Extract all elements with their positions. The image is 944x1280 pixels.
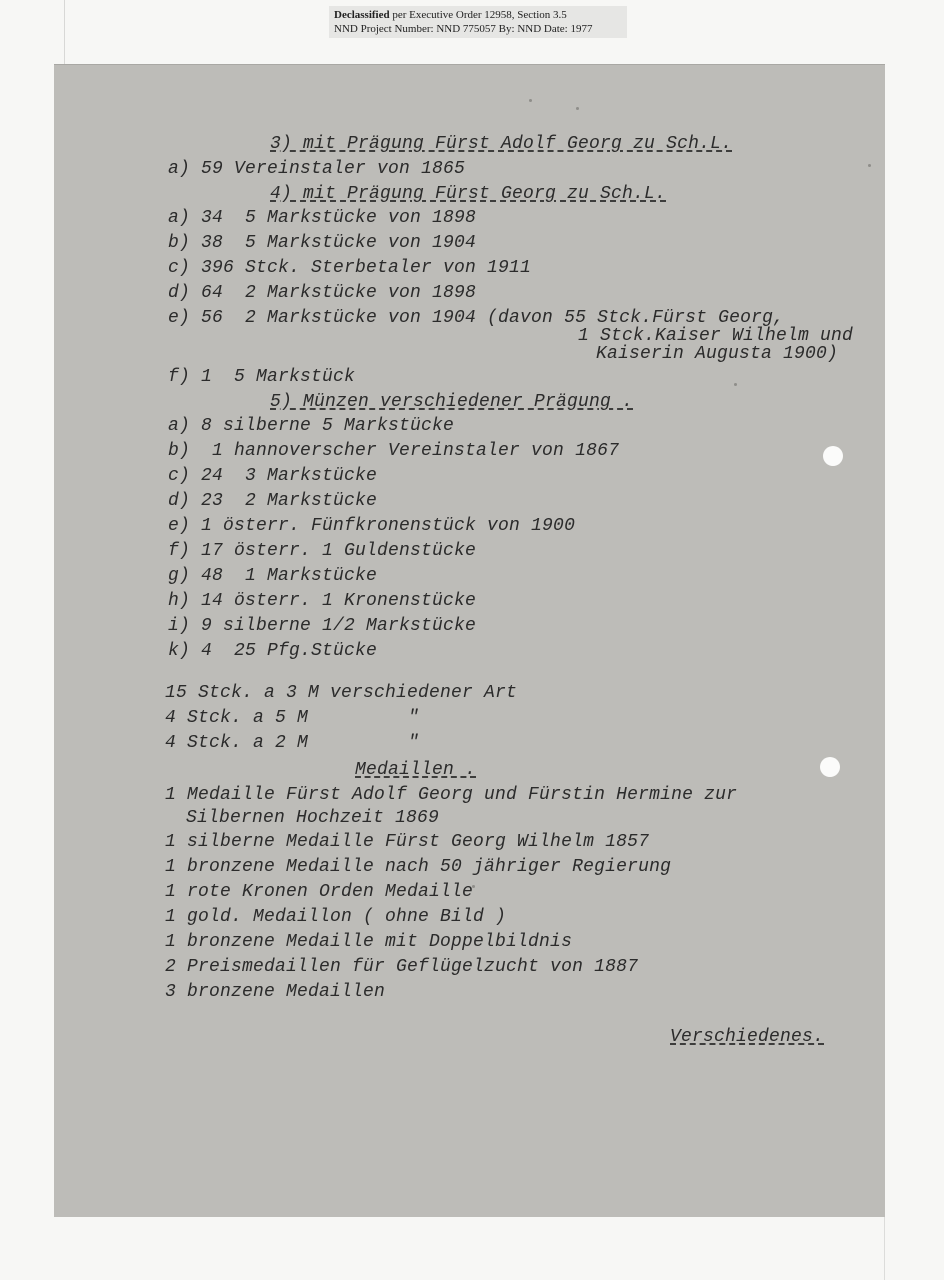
summary-line-3: 4 Stck. a 2 M — [165, 733, 309, 753]
punch-hole-upper — [823, 446, 843, 466]
paper-speck — [734, 383, 737, 386]
page-edge-line — [64, 0, 65, 64]
medal-line-3: 1 bronzene Medaille nach 50 jähriger Regierung — [165, 857, 672, 877]
line-4a: a) 34 5 Markstücke von 1898 — [168, 208, 477, 228]
line-5b: b) 1 hannoverscher Vereinstaler von 1867 — [168, 441, 620, 461]
line-4e: e) 56 2 Markstücke von 1904 (davon 55 Stck.Fürst Georg, — [168, 308, 785, 328]
line-5c: c) 24 3 Markstücke — [168, 466, 378, 486]
stamp-bold: Declassified — [334, 9, 390, 21]
line-5e: e) 1 österr. Fünfkronenstück von 1900 — [168, 516, 576, 536]
declassification-stamp — [329, 6, 627, 38]
heading-verschiedenes: Verschiedenes. — [670, 1027, 825, 1047]
medal-line-6: 1 bronzene Medaille mit Doppelbildnis — [165, 932, 573, 952]
stamp-line-2: NND Project Number: NND 775057 By: NND Date: 1977 — [334, 23, 593, 35]
line-4d: d) 64 2 Markstücke von 1898 — [168, 283, 477, 303]
line-5i: i) 9 silberne 1/2 Markstücke — [168, 616, 477, 636]
medal-line-4: 1 rote Kronen Orden Medaille — [165, 882, 474, 902]
heading-section-3: 3) mit Prägung Fürst Adolf Georg zu Sch.L. — [270, 134, 733, 154]
medal-line-2: 1 silberne Medaille Fürst Georg Wilhelm 1857 — [165, 832, 650, 852]
medal-line-5: 1 gold. Medaillon ( ohne Bild ) — [165, 907, 507, 927]
paper-speck — [576, 107, 579, 110]
line-5k: k) 4 25 Pfg.Stücke — [168, 641, 378, 661]
ditto-mark: " — [408, 708, 420, 728]
medal-line-1: 1 Medaille Fürst Adolf Georg und Fürstin Hermine zur — [165, 785, 738, 805]
summary-line-1: 15 Stck. a 3 M verschiedener Art — [165, 683, 518, 703]
medal-line-8: 3 bronzene Medaillen — [165, 982, 386, 1002]
line-4c: c) 396 Stck. Sterbetaler von 1911 — [168, 258, 532, 278]
line-4e-cont-1: 1 Stck.Kaiser Wilhelm und — [578, 326, 854, 346]
stamp-line-1 — [334, 8, 622, 22]
line-3a: a) 59 Vereinstaler von 1865 — [168, 159, 466, 179]
summary-line-2: 4 Stck. a 5 M — [165, 708, 309, 728]
ditto-mark: " — [408, 733, 420, 753]
line-5h: h) 14 österr. 1 Kronenstücke — [168, 591, 477, 611]
line-5a: a) 8 silberne 5 Markstücke — [168, 416, 455, 436]
medal-line-7: 2 Preismedaillen für Geflügelzucht von 1887 — [165, 957, 639, 977]
punch-hole-lower — [820, 757, 840, 777]
stamp-line-1-rest: per Executive Order 12958, Section 3.5 — [389, 9, 567, 21]
paper-speck — [529, 99, 532, 102]
line-4e-cont-2: Kaiserin Augusta 1900) — [596, 344, 839, 364]
line-5g: g) 48 1 Markstücke — [168, 566, 378, 586]
line-4b: b) 38 5 Markstücke von 1904 — [168, 233, 477, 253]
heading-section-4: 4) mit Prägung Fürst Georg zu Sch.L. — [270, 184, 667, 204]
line-4f: f) 1 5 Markstück — [168, 367, 356, 387]
line-5d: d) 23 2 Markstücke — [168, 491, 378, 511]
paper-speck — [868, 164, 871, 167]
heading-section-5: 5) Münzen verschiedener Prägung . — [270, 392, 634, 412]
medal-line-1-cont: Silbernen Hochzeit 1869 — [186, 808, 440, 828]
heading-medaillen: Medaillen . — [355, 760, 477, 780]
line-5f: f) 17 österr. 1 Guldenstücke — [168, 541, 477, 561]
